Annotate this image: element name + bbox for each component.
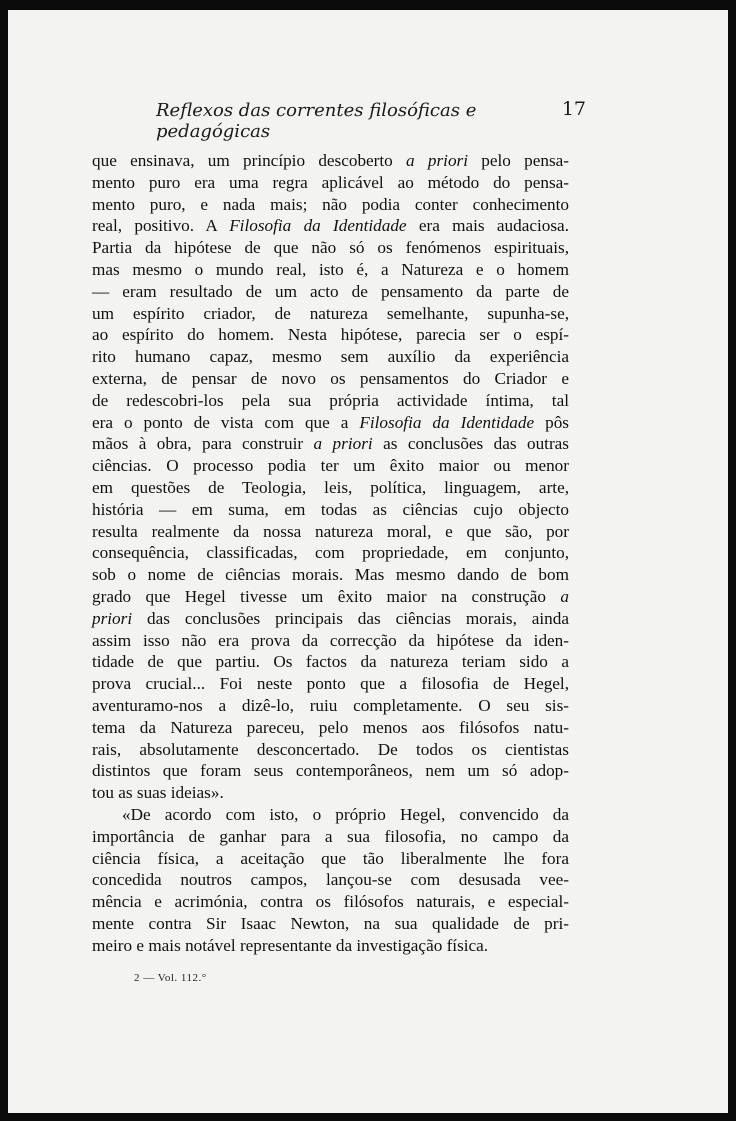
text-line xyxy=(92,194,569,216)
text-line xyxy=(92,455,569,477)
text-line xyxy=(92,390,569,412)
text-segment: resulta realmente da nossa natureza moral, e que são, por xyxy=(92,521,569,541)
text-line xyxy=(92,760,569,782)
text-segment: — eram resultado de um acto de pensamento da parte de xyxy=(92,281,569,301)
text-line xyxy=(92,651,569,673)
text-segment: história — em suma, em todas as ciências cujo objecto xyxy=(92,499,569,519)
text-line xyxy=(92,281,569,303)
text-segment: mento puro era uma regra aplicável ao método do pensa- xyxy=(92,172,569,192)
body-text xyxy=(92,150,569,956)
text-segment: importância de ganhar para a sua filosofia, no campo da xyxy=(92,826,569,846)
text-segment: rito humano capaz, mesmo sem auxílio da experiência xyxy=(92,347,569,367)
text-line xyxy=(92,848,569,870)
text-line xyxy=(92,608,569,630)
text-segment: sob o nome de ciências morais. Mas mesmo dando de bom xyxy=(92,565,569,585)
text-segment: prova crucial... Foi neste ponto que a filosofia de Hegel, xyxy=(92,674,569,694)
running-head xyxy=(156,96,586,142)
text-segment: concedida noutros campos, lançou-se com desusada vee- xyxy=(92,870,569,890)
text-line xyxy=(92,826,569,848)
text-segment: as conclusões das outras xyxy=(372,434,569,454)
text-segment: Partia da hipótese de que não só os fenómenos espirituais, xyxy=(92,238,569,258)
text-segment: tema da Natureza pareceu, pelo menos aos filósofos natu- xyxy=(92,717,569,737)
text-segment: das conclusões principais das ciências morais, ainda xyxy=(132,608,569,628)
text-line xyxy=(92,630,569,652)
italic-text: priori xyxy=(92,608,133,628)
text-segment: assim isso não era prova da correcção da hipótese da iden- xyxy=(92,630,569,650)
text-line xyxy=(92,521,569,543)
text-segment: aventuramo-nos a dizê-lo, ruiu completamente. O seu sis- xyxy=(92,695,569,715)
text-line xyxy=(92,346,569,368)
text-segment: era o ponto de vista com que a xyxy=(92,412,360,432)
text-line xyxy=(92,237,569,259)
text-line xyxy=(92,499,569,521)
text-segment: mente contra Sir Isaac Newton, na sua qualidade de pri- xyxy=(92,913,569,933)
text-line xyxy=(92,368,569,390)
text-line xyxy=(92,673,569,695)
text-line xyxy=(92,804,569,826)
text-segment: grado que Hegel tivesse um êxito maior na construção xyxy=(92,586,561,606)
text-segment: ciências. O processo podia ter um êxito maior ou menor xyxy=(92,456,569,476)
text-segment: mãos à obra, para construir xyxy=(92,434,314,454)
text-segment: externa, de pensar de novo os pensamentos do Criador e xyxy=(92,368,569,388)
text-segment: pôs xyxy=(534,412,569,432)
text-segment: de redescobri-los pela sua própria actividade íntima, tal xyxy=(92,390,569,410)
printer-signature-mark: 2 — Vol. 112.° xyxy=(134,972,207,984)
italic-text: a xyxy=(560,586,569,606)
text-line xyxy=(92,564,569,586)
italic-text: Filosofia da Identidade xyxy=(359,412,535,432)
text-line xyxy=(92,259,569,281)
text-line xyxy=(92,869,569,891)
text-line xyxy=(92,913,569,935)
text-segment: ciência física, a aceitação que tão liberalmente lhe fora xyxy=(92,848,569,868)
text-segment: meiro e mais notável representante da investigação física. xyxy=(92,935,489,955)
text-segment: ao espírito do homem. Nesta hipótese, parecia ser o espí- xyxy=(92,325,569,345)
text-line xyxy=(92,433,569,455)
text-segment: mento puro, e nada mais; não podia conter conhecimento xyxy=(92,194,569,214)
text-segment: rais, absolutamente desconcertado. De todos os cientistas xyxy=(92,739,569,759)
text-line xyxy=(92,891,569,913)
italic-text: Filosofia da Identidade xyxy=(229,216,407,236)
text-segment: real, positivo. A xyxy=(92,216,230,236)
text-line xyxy=(92,303,569,325)
italic-text: a priori xyxy=(313,434,373,454)
text-line xyxy=(92,782,569,804)
text-segment: tou as suas ideias». xyxy=(92,783,224,803)
text-line xyxy=(92,324,569,346)
text-segment: mência e acrimónia, contra os filósofos naturais, e especial- xyxy=(92,892,569,912)
running-head-title: Reflexos das correntes filosóficas e pedagógicas xyxy=(156,100,477,142)
text-line xyxy=(92,412,569,434)
text-segment: era mais audaciosa. xyxy=(406,216,569,236)
text-line xyxy=(92,215,569,237)
text-line xyxy=(92,172,569,194)
text-line xyxy=(92,695,569,717)
text-line xyxy=(92,150,569,172)
text-line xyxy=(92,477,569,499)
text-line xyxy=(92,586,569,608)
text-line xyxy=(92,935,569,957)
text-segment: distintos que foram seus contemporâneos, nem um só adop- xyxy=(92,761,569,781)
text-segment: em questões de Teologia, leis, política, linguagem, arte, xyxy=(92,477,569,497)
book-page xyxy=(8,10,728,1113)
text-segment: «De acordo com isto, o próprio Hegel, convencido da xyxy=(122,804,569,824)
italic-text: a priori xyxy=(406,151,469,170)
text-segment: que ensinava, um princípio descoberto xyxy=(92,151,407,170)
text-segment: consequência, classificadas, com propriedade, em conjunto, xyxy=(92,543,569,563)
text-segment: mas mesmo o mundo real, isto é, a Natureza e o homem xyxy=(92,259,569,279)
text-line xyxy=(92,542,569,564)
page-number: 17 xyxy=(561,98,586,120)
text-segment: um espírito criador, de natureza semelhante, supunha-se, xyxy=(92,303,569,323)
text-line xyxy=(92,739,569,761)
text-line xyxy=(92,717,569,739)
text-segment: tidade de que partiu. Os factos da natureza teriam sido a xyxy=(92,652,569,672)
text-segment: pelo pensa- xyxy=(468,151,569,170)
